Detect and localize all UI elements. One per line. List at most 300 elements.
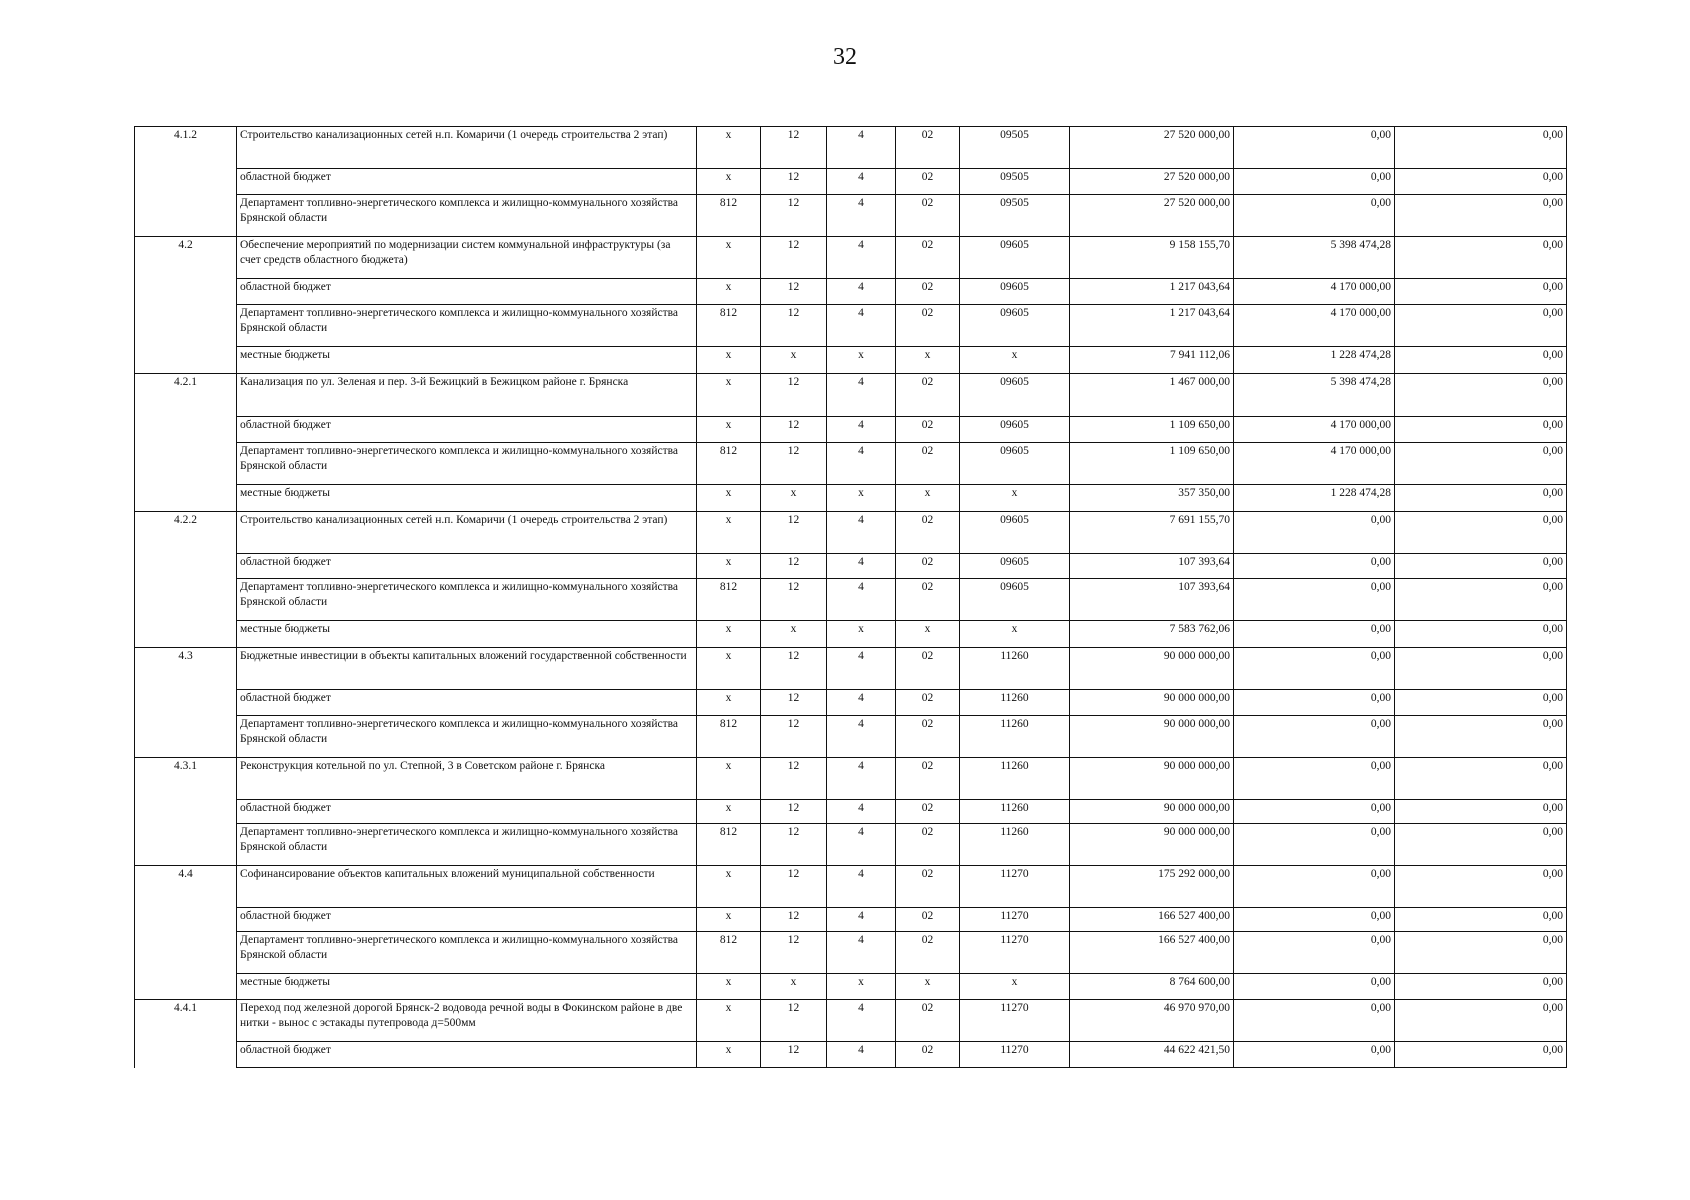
budget-table: [134, 126, 1567, 1068]
row-amount-year1: 166 527 400,00: [1070, 908, 1234, 932]
row-amount-year1: 357 350,00: [1070, 485, 1234, 512]
row-code: [135, 279, 237, 305]
row-target-item: 11270: [960, 1000, 1070, 1042]
row-amount-year2: 4 170 000,00: [1234, 417, 1395, 443]
row-code: [135, 579, 237, 621]
row-amount-year1: 90 000 000,00: [1070, 758, 1234, 800]
row-target-item: 09605: [960, 237, 1070, 279]
row-grbs: 812: [697, 195, 761, 237]
row-target-program: 02: [896, 279, 960, 305]
row-target-item: x: [960, 974, 1070, 1000]
row-subsection: 4: [827, 279, 896, 305]
row-amount-year1: 90 000 000,00: [1070, 648, 1234, 690]
row-amount-year2: 0,00: [1234, 866, 1395, 908]
row-amount-year1: 27 520 000,00: [1070, 169, 1234, 195]
row-section: 12: [761, 195, 827, 237]
row-target-program: 02: [896, 758, 960, 800]
table-row: [135, 485, 1567, 512]
row-code: [135, 169, 237, 195]
row-section: 12: [761, 237, 827, 279]
row-subsection: 4: [827, 1042, 896, 1068]
row-target-item: 11260: [960, 716, 1070, 758]
row-code: [135, 443, 237, 485]
row-amount-year1: 107 393,64: [1070, 579, 1234, 621]
row-section: 12: [761, 417, 827, 443]
row-grbs: x: [697, 1042, 761, 1068]
row-target-program: x: [896, 974, 960, 1000]
row-code: 4.4.1: [135, 1000, 237, 1042]
row-target-item: 11260: [960, 690, 1070, 716]
row-subsection: 4: [827, 374, 896, 417]
row-subsection: 4: [827, 305, 896, 347]
row-section: 12: [761, 758, 827, 800]
row-code: [135, 974, 237, 1000]
row-amount-year3: 0,00: [1395, 374, 1567, 417]
row-subsection: x: [827, 485, 896, 512]
row-subsection: 4: [827, 169, 896, 195]
row-grbs: x: [697, 621, 761, 648]
row-amount-year3: 0,00: [1395, 512, 1567, 554]
row-subsection: x: [827, 974, 896, 1000]
row-code: [135, 417, 237, 443]
row-amount-year1: 90 000 000,00: [1070, 716, 1234, 758]
row-subsection: 4: [827, 932, 896, 974]
row-target-program: 02: [896, 237, 960, 279]
row-section: 12: [761, 127, 827, 169]
table-body: [135, 127, 1567, 1068]
row-amount-year1: 166 527 400,00: [1070, 932, 1234, 974]
row-name: Департамент топливно-энергетического комплекса и жилищно-коммунального хозяйства Брянской области: [237, 443, 697, 485]
row-subsection: 4: [827, 800, 896, 824]
row-grbs: 812: [697, 305, 761, 347]
table-row: [135, 648, 1567, 690]
row-amount-year3: 0,00: [1395, 1000, 1567, 1042]
table-row: [135, 866, 1567, 908]
row-subsection: 4: [827, 512, 896, 554]
row-subsection: 4: [827, 908, 896, 932]
row-target-program: 02: [896, 169, 960, 195]
row-target-program: 02: [896, 554, 960, 579]
table-row: [135, 127, 1567, 169]
page-number: 32: [833, 44, 857, 70]
row-amount-year1: 1 467 000,00: [1070, 374, 1234, 417]
row-name: Переход под железной дорогой Брянск-2 водовода речной воды в Фокинском районе в две нитки - вынос с эстакады путепровода д=500мм: [237, 1000, 697, 1042]
row-code: [135, 621, 237, 648]
row-amount-year3: 0,00: [1395, 1042, 1567, 1068]
row-amount-year3: 0,00: [1395, 690, 1567, 716]
row-grbs: x: [697, 1000, 761, 1042]
row-amount-year3: 0,00: [1395, 716, 1567, 758]
row-subsection: 4: [827, 127, 896, 169]
row-target-item: 09605: [960, 279, 1070, 305]
row-amount-year2: 1 228 474,28: [1234, 485, 1395, 512]
row-amount-year3: 0,00: [1395, 417, 1567, 443]
row-target-program: 02: [896, 417, 960, 443]
table-row: [135, 305, 1567, 347]
row-amount-year2: 0,00: [1234, 908, 1395, 932]
row-target-item: 09605: [960, 417, 1070, 443]
row-grbs: 812: [697, 579, 761, 621]
row-subsection: x: [827, 621, 896, 648]
row-amount-year3: 0,00: [1395, 554, 1567, 579]
row-amount-year2: 0,00: [1234, 932, 1395, 974]
row-amount-year3: 0,00: [1395, 974, 1567, 1000]
row-amount-year2: 0,00: [1234, 621, 1395, 648]
row-amount-year3: 0,00: [1395, 485, 1567, 512]
table-row: [135, 443, 1567, 485]
row-amount-year2: 0,00: [1234, 824, 1395, 866]
row-amount-year1: 7 691 155,70: [1070, 512, 1234, 554]
row-target-program: 02: [896, 800, 960, 824]
row-amount-year1: 90 000 000,00: [1070, 690, 1234, 716]
row-name: Софинансирование объектов капитальных вложений муниципальной собственности: [237, 866, 697, 908]
row-amount-year3: 0,00: [1395, 305, 1567, 347]
row-amount-year2: 0,00: [1234, 1000, 1395, 1042]
row-grbs: x: [697, 758, 761, 800]
row-amount-year2: 0,00: [1234, 512, 1395, 554]
row-code: [135, 908, 237, 932]
table-row: [135, 279, 1567, 305]
row-target-item: 09505: [960, 127, 1070, 169]
row-target-program: x: [896, 347, 960, 374]
table-row: [135, 621, 1567, 648]
row-amount-year2: 4 170 000,00: [1234, 305, 1395, 347]
row-name: Строительство канализационных сетей н.п. Комаричи (1 очередь строительства 2 этап): [237, 512, 697, 554]
row-code: 4.2.2: [135, 512, 237, 554]
table-row: [135, 932, 1567, 974]
row-amount-year2: 0,00: [1234, 579, 1395, 621]
row-target-item: 09605: [960, 374, 1070, 417]
row-amount-year2: 0,00: [1234, 800, 1395, 824]
row-amount-year2: 0,00: [1234, 648, 1395, 690]
row-subsection: 4: [827, 758, 896, 800]
row-amount-year1: 175 292 000,00: [1070, 866, 1234, 908]
table-row: [135, 195, 1567, 237]
row-target-item: 11270: [960, 866, 1070, 908]
row-target-program: 02: [896, 579, 960, 621]
row-subsection: 4: [827, 417, 896, 443]
row-name: Департамент топливно-энергетического комплекса и жилищно-коммунального хозяйства Брянской области: [237, 824, 697, 866]
row-grbs: x: [697, 648, 761, 690]
row-name: областной бюджет: [237, 908, 697, 932]
row-amount-year3: 0,00: [1395, 621, 1567, 648]
row-amount-year3: 0,00: [1395, 195, 1567, 237]
table-row: [135, 974, 1567, 1000]
table-row: [135, 758, 1567, 800]
row-grbs: x: [697, 554, 761, 579]
row-target-program: 02: [896, 443, 960, 485]
row-grbs: x: [697, 908, 761, 932]
row-target-item: 11260: [960, 648, 1070, 690]
row-name: областной бюджет: [237, 690, 697, 716]
row-grbs: x: [697, 974, 761, 1000]
row-grbs: 812: [697, 932, 761, 974]
row-target-item: 09605: [960, 443, 1070, 485]
row-amount-year3: 0,00: [1395, 758, 1567, 800]
row-target-item: 09505: [960, 169, 1070, 195]
row-name: областной бюджет: [237, 1042, 697, 1068]
row-grbs: x: [697, 512, 761, 554]
row-amount-year3: 0,00: [1395, 347, 1567, 374]
row-amount-year1: 27 520 000,00: [1070, 195, 1234, 237]
row-amount-year1: 7 583 762,06: [1070, 621, 1234, 648]
row-subsection: 4: [827, 866, 896, 908]
row-amount-year1: 9 158 155,70: [1070, 237, 1234, 279]
row-target-item: 09605: [960, 512, 1070, 554]
row-target-program: 02: [896, 866, 960, 908]
row-section: x: [761, 485, 827, 512]
table-row: [135, 417, 1567, 443]
row-target-item: 11270: [960, 908, 1070, 932]
row-amount-year3: 0,00: [1395, 932, 1567, 974]
row-code: [135, 554, 237, 579]
row-amount-year2: 0,00: [1234, 690, 1395, 716]
row-target-item: 09505: [960, 195, 1070, 237]
row-subsection: 4: [827, 554, 896, 579]
row-amount-year3: 0,00: [1395, 866, 1567, 908]
row-name: Строительство канализационных сетей н.п. Комаричи (1 очередь строительства 2 этап): [237, 127, 697, 169]
row-name: Обеспечение мероприятий по модернизации систем коммунальной инфраструктуры (за счет средств областного бюджета): [237, 237, 697, 279]
row-amount-year3: 0,00: [1395, 648, 1567, 690]
row-target-program: 02: [896, 305, 960, 347]
row-amount-year1: 7 941 112,06: [1070, 347, 1234, 374]
row-subsection: 4: [827, 579, 896, 621]
row-name: местные бюджеты: [237, 621, 697, 648]
row-target-item: 11270: [960, 932, 1070, 974]
row-code: [135, 485, 237, 512]
row-name: областной бюджет: [237, 417, 697, 443]
row-target-program: 02: [896, 690, 960, 716]
row-grbs: x: [697, 374, 761, 417]
row-amount-year2: 1 228 474,28: [1234, 347, 1395, 374]
row-amount-year2: 0,00: [1234, 127, 1395, 169]
row-section: x: [761, 621, 827, 648]
row-code: 4.3: [135, 648, 237, 690]
table-row: [135, 374, 1567, 417]
row-code: 4.4: [135, 866, 237, 908]
row-name: областной бюджет: [237, 169, 697, 195]
row-subsection: 4: [827, 1000, 896, 1042]
row-name: местные бюджеты: [237, 347, 697, 374]
row-amount-year3: 0,00: [1395, 908, 1567, 932]
row-grbs: x: [697, 866, 761, 908]
row-target-program: 02: [896, 932, 960, 974]
row-section: x: [761, 347, 827, 374]
row-amount-year1: 1 109 650,00: [1070, 417, 1234, 443]
row-subsection: 4: [827, 443, 896, 485]
row-name: Департамент топливно-энергетического комплекса и жилищно-коммунального хозяйства Брянской области: [237, 716, 697, 758]
row-code: 4.3.1: [135, 758, 237, 800]
row-target-item: x: [960, 621, 1070, 648]
row-code: [135, 347, 237, 374]
row-target-program: 02: [896, 195, 960, 237]
row-target-item: 11270: [960, 1042, 1070, 1068]
row-code: 4.1.2: [135, 127, 237, 169]
row-grbs: x: [697, 485, 761, 512]
row-target-program: 02: [896, 1000, 960, 1042]
row-amount-year2: 0,00: [1234, 758, 1395, 800]
table-row: [135, 908, 1567, 932]
table-row: [135, 237, 1567, 279]
row-target-program: 02: [896, 374, 960, 417]
row-amount-year2: 0,00: [1234, 554, 1395, 579]
table-row: [135, 716, 1567, 758]
row-amount-year3: 0,00: [1395, 800, 1567, 824]
row-amount-year3: 0,00: [1395, 127, 1567, 169]
row-amount-year1: 46 970 970,00: [1070, 1000, 1234, 1042]
row-amount-year2: 0,00: [1234, 1042, 1395, 1068]
row-name: Департамент топливно-энергетического комплекса и жилищно-коммунального хозяйства Брянской области: [237, 932, 697, 974]
row-target-item: x: [960, 485, 1070, 512]
row-grbs: x: [697, 690, 761, 716]
row-section: 12: [761, 866, 827, 908]
row-target-program: x: [896, 485, 960, 512]
row-code: 4.2.1: [135, 374, 237, 417]
row-name: Канализация по ул. Зеленая и пер. 3-й Бежицкий в Бежицком районе г. Брянска: [237, 374, 697, 417]
row-target-item: 11260: [960, 800, 1070, 824]
row-amount-year3: 0,00: [1395, 443, 1567, 485]
row-target-item: 11260: [960, 758, 1070, 800]
row-amount-year2: 5 398 474,28: [1234, 237, 1395, 279]
row-grbs: 812: [697, 824, 761, 866]
row-grbs: x: [697, 347, 761, 374]
row-target-program: 02: [896, 908, 960, 932]
table-row: [135, 347, 1567, 374]
row-target-item: 09605: [960, 305, 1070, 347]
row-section: 12: [761, 169, 827, 195]
row-subsection: 4: [827, 824, 896, 866]
row-amount-year3: 0,00: [1395, 279, 1567, 305]
row-target-program: 02: [896, 512, 960, 554]
row-section: 12: [761, 443, 827, 485]
row-amount-year3: 0,00: [1395, 237, 1567, 279]
row-section: 12: [761, 908, 827, 932]
row-section: 12: [761, 824, 827, 866]
row-code: [135, 1042, 237, 1068]
row-amount-year3: 0,00: [1395, 824, 1567, 866]
row-subsection: 4: [827, 690, 896, 716]
row-amount-year1: 27 520 000,00: [1070, 127, 1234, 169]
row-name: областной бюджет: [237, 800, 697, 824]
table-row: [135, 690, 1567, 716]
row-code: [135, 824, 237, 866]
row-section: x: [761, 974, 827, 1000]
row-target-program: 02: [896, 1042, 960, 1068]
row-code: [135, 800, 237, 824]
row-grbs: x: [697, 279, 761, 305]
row-target-item: 09605: [960, 579, 1070, 621]
row-section: 12: [761, 1000, 827, 1042]
row-amount-year2: 5 398 474,28: [1234, 374, 1395, 417]
row-amount-year1: 90 000 000,00: [1070, 824, 1234, 866]
row-amount-year2: 0,00: [1234, 169, 1395, 195]
row-section: 12: [761, 800, 827, 824]
row-amount-year1: 107 393,64: [1070, 554, 1234, 579]
row-section: 12: [761, 279, 827, 305]
row-name: Департамент топливно-энергетического комплекса и жилищно-коммунального хозяйства Брянской области: [237, 195, 697, 237]
row-target-item: x: [960, 347, 1070, 374]
row-target-program: x: [896, 621, 960, 648]
row-target-item: 09605: [960, 554, 1070, 579]
row-code: [135, 305, 237, 347]
row-name: Реконструкция котельной по ул. Степной, 3 в Советском районе г. Брянска: [237, 758, 697, 800]
table-row: [135, 1042, 1567, 1068]
row-amount-year1: 44 622 421,50: [1070, 1042, 1234, 1068]
row-section: 12: [761, 932, 827, 974]
row-amount-year1: 1 109 650,00: [1070, 443, 1234, 485]
row-grbs: 812: [697, 716, 761, 758]
row-section: 12: [761, 305, 827, 347]
row-section: 12: [761, 648, 827, 690]
row-section: 12: [761, 579, 827, 621]
table-row: [135, 169, 1567, 195]
row-code: [135, 195, 237, 237]
row-section: 12: [761, 554, 827, 579]
table-row: [135, 512, 1567, 554]
row-section: 12: [761, 374, 827, 417]
row-amount-year1: 1 217 043,64: [1070, 279, 1234, 305]
row-name: Бюджетные инвестиции в объекты капитальных вложений государственной собственности: [237, 648, 697, 690]
row-amount-year2: 0,00: [1234, 195, 1395, 237]
row-amount-year2: 4 170 000,00: [1234, 279, 1395, 305]
row-section: 12: [761, 716, 827, 758]
row-grbs: 812: [697, 443, 761, 485]
row-amount-year1: 90 000 000,00: [1070, 800, 1234, 824]
row-grbs: x: [697, 417, 761, 443]
row-subsection: 4: [827, 237, 896, 279]
row-section: 12: [761, 690, 827, 716]
row-code: [135, 716, 237, 758]
row-target-program: 02: [896, 648, 960, 690]
table-row: [135, 579, 1567, 621]
row-subsection: 4: [827, 648, 896, 690]
row-name: Департамент топливно-энергетического комплекса и жилищно-коммунального хозяйства Брянской области: [237, 579, 697, 621]
table-row: [135, 800, 1567, 824]
row-subsection: 4: [827, 195, 896, 237]
row-subsection: 4: [827, 716, 896, 758]
row-target-program: 02: [896, 127, 960, 169]
row-target-item: 11260: [960, 824, 1070, 866]
row-code: [135, 932, 237, 974]
row-section: 12: [761, 1042, 827, 1068]
table-row: [135, 554, 1567, 579]
row-amount-year2: 0,00: [1234, 974, 1395, 1000]
row-amount-year2: 4 170 000,00: [1234, 443, 1395, 485]
row-name: Департамент топливно-энергетического комплекса и жилищно-коммунального хозяйства Брянской области: [237, 305, 697, 347]
row-amount-year1: 1 217 043,64: [1070, 305, 1234, 347]
row-grbs: x: [697, 800, 761, 824]
row-target-program: 02: [896, 824, 960, 866]
row-grbs: x: [697, 169, 761, 195]
row-target-program: 02: [896, 716, 960, 758]
row-section: 12: [761, 512, 827, 554]
row-name: местные бюджеты: [237, 485, 697, 512]
row-amount-year2: 0,00: [1234, 716, 1395, 758]
row-code: [135, 690, 237, 716]
row-code: 4.2: [135, 237, 237, 279]
row-grbs: x: [697, 127, 761, 169]
row-name: местные бюджеты: [237, 974, 697, 1000]
table-row: [135, 1000, 1567, 1042]
row-subsection: x: [827, 347, 896, 374]
row-name: областной бюджет: [237, 279, 697, 305]
table-row: [135, 824, 1567, 866]
row-grbs: x: [697, 237, 761, 279]
row-amount-year1: 8 764 600,00: [1070, 974, 1234, 1000]
row-name: областной бюджет: [237, 554, 697, 579]
row-amount-year3: 0,00: [1395, 579, 1567, 621]
row-amount-year3: 0,00: [1395, 169, 1567, 195]
